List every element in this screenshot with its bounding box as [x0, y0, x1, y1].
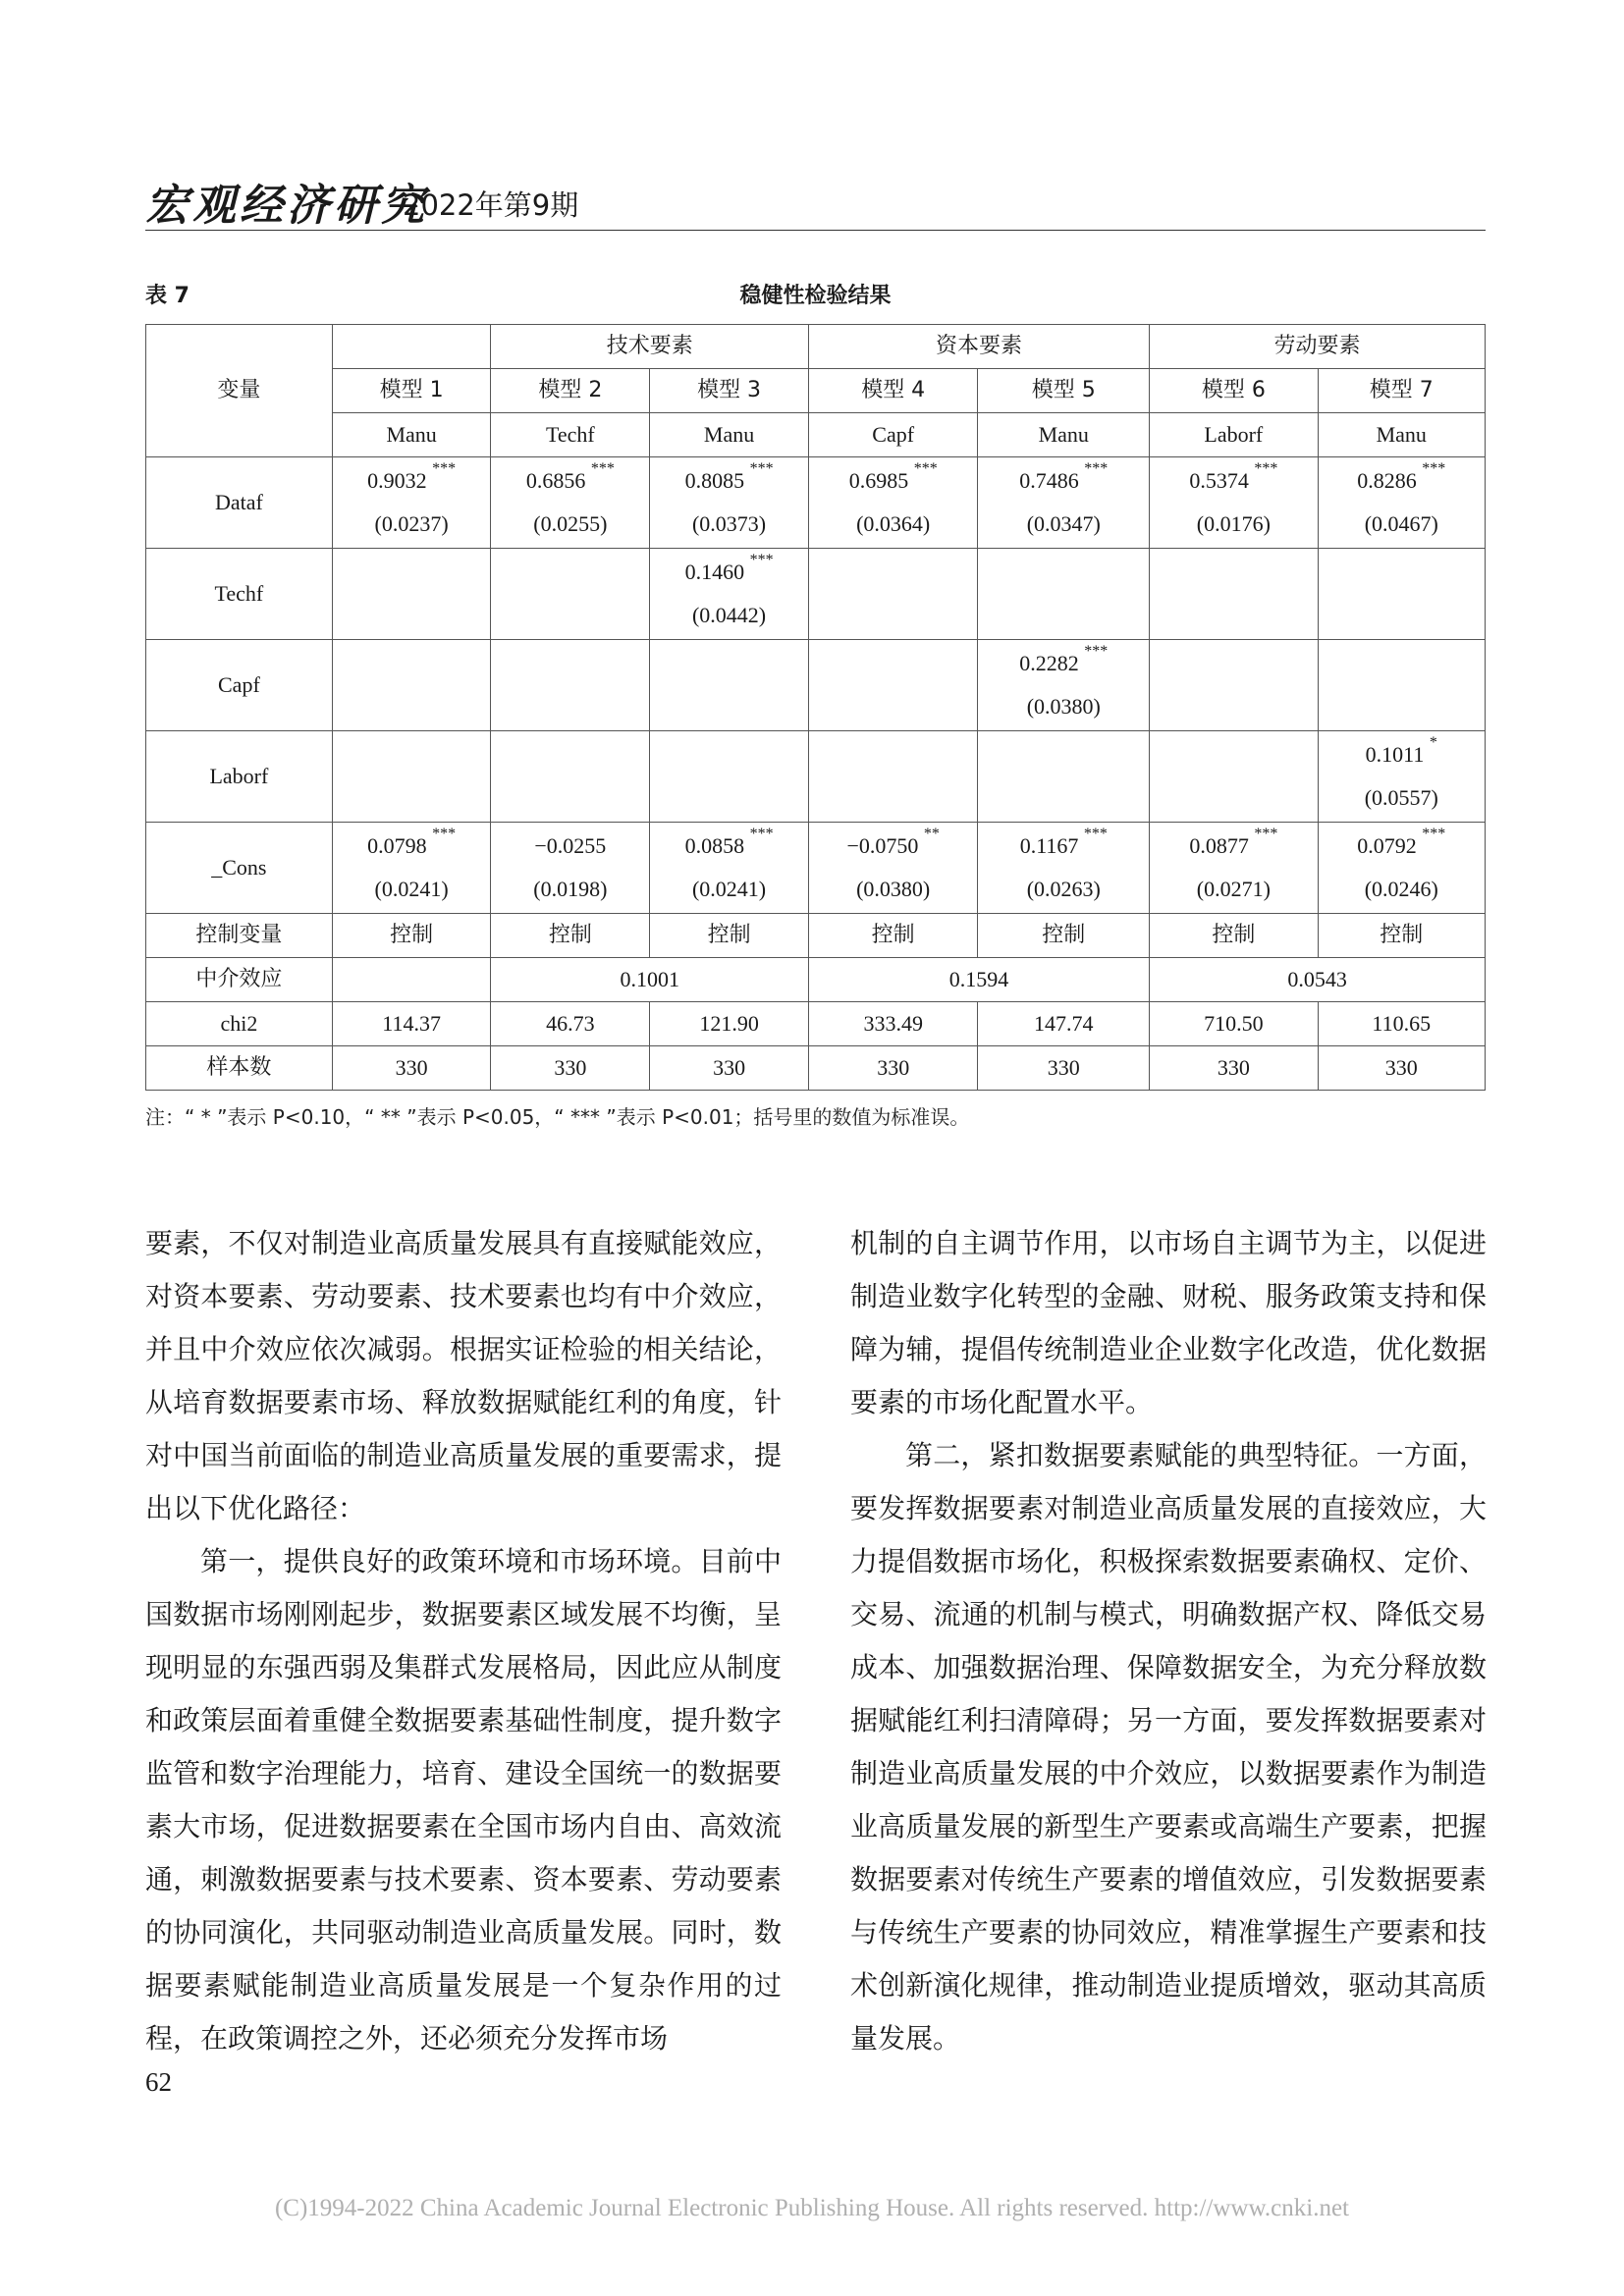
row-label: 样本数 — [146, 1046, 333, 1091]
empty-cell — [978, 731, 1150, 823]
std-error: (0.0241) — [691, 877, 767, 901]
body-column-right — [850, 1217, 1487, 2065]
row-label: Capf — [146, 640, 333, 731]
coef-cell — [491, 823, 650, 914]
coef-cell — [491, 457, 650, 549]
coef-value: 0.6985 — [848, 468, 909, 493]
chi2-cell: 110.65 — [1318, 1002, 1485, 1046]
sample-size-cell: 330 — [978, 1046, 1150, 1091]
group-header-labor: 劳动要素 — [1150, 325, 1486, 369]
paragraph: 第一，提供良好的政策环境和市场环境。目前中国数据市场刚刚起步，数据要素区域发展不均衡，呈现明显的东强西弱及集群式发展格局，因此应从制度和政策层面着重健全数据要素基础性制度，提升数字监管和数字治理能力，培育、建设全国统一的数据要素大市场，促进数据要素在全国市场内自由、高效流通，刺激数据要素与技术要素、资本要素、劳动要素的协同演化，共同驱动制造业高质量发展。同时，数据要素赋能制造业高质量发展是一个复杂作用的过程，在政策调控之外，还必须充分发挥市场 — [145, 1545, 782, 2055]
coef-cell — [808, 823, 978, 914]
paragraph: 要素，不仅对制造业高质量发展具有直接赋能效应，对资本要素、劳动要素、技术要素也均有中介效应，并且中介效应依次减弱。根据实证检验的相关结论，从培育数据要素市场、释放数据赋能红利的角度，针对中国当前面临的制造业高质量发展的重要需求，提出以下优化路径： — [145, 1227, 782, 1524]
dataf-row — [146, 457, 1486, 549]
coef-cell — [978, 823, 1150, 914]
sample-size-cell: 330 — [808, 1046, 978, 1091]
model-header: 模型 6 — [1150, 369, 1318, 413]
empty-cell — [332, 958, 491, 1002]
running-header — [145, 162, 1486, 231]
significance-stars: *** — [1084, 460, 1109, 477]
empty-cell — [650, 640, 809, 731]
std-error: (0.0347) — [1026, 511, 1101, 536]
significance-stars: *** — [749, 552, 774, 568]
mediation-cap: 0.1594 — [808, 958, 1149, 1002]
laborf-row — [146, 731, 1486, 823]
dep-var: Manu — [1318, 413, 1485, 457]
journal-name: 宏观经济研究 — [145, 181, 428, 231]
control-cell: 控制 — [978, 914, 1150, 958]
significance-stars: *** — [1254, 826, 1278, 842]
copyright-footer: (C)1994-2022 China Academic Journal Electronic Publishing House. All rights reserved. http://www.cnki.net — [274, 2195, 1350, 2221]
control-cell: 控制 — [491, 914, 650, 958]
empty-cell — [332, 549, 491, 640]
std-error: (0.0176) — [1196, 511, 1271, 536]
robustness-table — [145, 324, 1486, 1091]
sample-size-cell: 330 — [491, 1046, 650, 1091]
control-cell: 控制 — [332, 914, 491, 958]
model-header-row — [146, 369, 1486, 413]
coef-value: 0.8085 — [684, 468, 745, 493]
coef-cell — [808, 457, 978, 549]
empty-cell — [332, 325, 491, 369]
coef-cell — [1318, 823, 1485, 914]
dep-var: Techf — [491, 413, 650, 457]
table-title: 稳健性检验结果 — [739, 284, 892, 308]
std-error: (0.0237) — [374, 511, 449, 536]
sample-size-cell: 330 — [332, 1046, 491, 1091]
empty-cell — [978, 549, 1150, 640]
control-cell: 控制 — [650, 914, 809, 958]
sample-size-cell: 330 — [1318, 1046, 1485, 1091]
model-header: 模型 1 — [332, 369, 491, 413]
sample-size-row — [146, 1046, 1486, 1091]
coef-value: 0.1167 — [1019, 833, 1079, 858]
significance-stars: *** — [1083, 826, 1108, 842]
coef-cell — [650, 457, 809, 549]
mediation-tech: 0.1001 — [491, 958, 808, 1002]
coef-cell — [650, 549, 809, 640]
model-header: 模型 4 — [808, 369, 978, 413]
std-error: (0.0364) — [856, 511, 931, 536]
table-note: 注：“ * ”表示 P<0.10，“ ** ”表示 P<0.05，“ *** ”表示 P<0.01；括号里的数值为标准误。 — [145, 1105, 970, 1129]
std-error: (0.0557) — [1364, 785, 1438, 810]
empty-cell — [1318, 640, 1485, 731]
significance-stars: *** — [590, 460, 615, 477]
dep-var: Capf — [808, 413, 978, 457]
mediation-labor: 0.0543 — [1150, 958, 1486, 1002]
std-error: (0.0380) — [856, 877, 931, 901]
chi2-cell: 333.49 — [808, 1002, 978, 1046]
empty-cell — [650, 731, 809, 823]
row-label: 中介效应 — [146, 958, 333, 1002]
std-error: (0.0241) — [374, 877, 449, 901]
std-error: (0.0246) — [1364, 877, 1438, 901]
significance-stars: *** — [749, 826, 774, 842]
std-error: (0.0255) — [533, 511, 608, 536]
significance-stars: *** — [1422, 460, 1446, 477]
paragraph: 第二，紧扣数据要素赋能的典型特征。一方面，要发挥数据要素对制造业高质量发展的直接效应，大力提倡数据市场化，积极探索数据要素确权、定价、交易、流通的机制与模式，明确数据产权、降低交易成本、加强数据治理、保障数据安全，为充分释放数据赋能红利扫清障碍；另一方面，要发挥数据要素对制造业高质量发展的中介效应，以数据要素作为制造业高质量发展的新型生产要素或高端生产要素，把握数据要素对传统生产要素的增值效应，引发数据要素与传统生产要素的协同效应，精准掌握生产要素和技术创新演化规律，推动制造业提质增效，驱动其高质量发展。 — [850, 1439, 1487, 2055]
coef-value: 0.5374 — [1189, 468, 1249, 493]
std-error: (0.0373) — [691, 511, 767, 536]
std-error: (0.0442) — [691, 603, 767, 627]
issue-label: 2022年第9期 — [403, 188, 579, 222]
chi2-cell: 710.50 — [1150, 1002, 1318, 1046]
std-error: (0.0263) — [1026, 877, 1101, 901]
significance-stars: *** — [432, 826, 457, 842]
row-label: chi2 — [146, 1002, 333, 1046]
row-label: Dataf — [146, 457, 333, 549]
empty-cell — [808, 731, 978, 823]
row-label: Laborf — [146, 731, 333, 823]
mediation-row — [146, 958, 1486, 1002]
coef-cell — [332, 457, 491, 549]
coef-cell — [332, 823, 491, 914]
model-header: 模型 7 — [1318, 369, 1485, 413]
variable-header: 变量 — [146, 325, 333, 457]
empty-cell — [491, 549, 650, 640]
coef-value: 0.8286 — [1357, 468, 1417, 493]
std-error: (0.0271) — [1196, 877, 1271, 901]
significance-stars: *** — [1084, 643, 1109, 660]
group-header-cap: 资本要素 — [808, 325, 1149, 369]
techf-row — [146, 549, 1486, 640]
dependent-variable-row — [146, 413, 1486, 457]
coef-cell — [650, 823, 809, 914]
std-error: (0.0198) — [533, 877, 608, 901]
empty-cell — [1150, 549, 1318, 640]
row-label: Techf — [146, 549, 333, 640]
significance-stars: *** — [1254, 460, 1278, 477]
coef-value: 0.1460 — [684, 560, 745, 584]
coef-value: 0.0858 — [684, 833, 745, 858]
significance-stars: *** — [913, 460, 938, 477]
coef-value: 0.9032 — [367, 468, 427, 493]
empty-cell — [491, 640, 650, 731]
control-cell: 控制 — [1150, 914, 1318, 958]
empty-cell — [1150, 731, 1318, 823]
model-header: 模型 5 — [978, 369, 1150, 413]
capf-row — [146, 640, 1486, 731]
std-error: (0.0467) — [1364, 511, 1438, 536]
significance-stars: *** — [432, 460, 457, 477]
coef-cell — [1150, 823, 1318, 914]
significance-stars: * — [1429, 734, 1437, 751]
dep-var: Laborf — [1150, 413, 1318, 457]
empty-cell — [491, 731, 650, 823]
empty-cell — [332, 640, 491, 731]
chi2-cell: 46.73 — [491, 1002, 650, 1046]
row-label: _Cons — [146, 823, 333, 914]
coef-value: 0.2282 — [1019, 651, 1079, 675]
coef-cell — [1318, 457, 1485, 549]
chi2-cell: 114.37 — [332, 1002, 491, 1046]
model-header: 模型 2 — [491, 369, 650, 413]
significance-stars: ** — [923, 826, 940, 842]
empty-cell — [1318, 549, 1485, 640]
coef-value: −0.0255 — [534, 833, 607, 858]
coef-cell — [1150, 457, 1318, 549]
row-label: 控制变量 — [146, 914, 333, 958]
sample-size-cell: 330 — [650, 1046, 809, 1091]
dep-var: Manu — [332, 413, 491, 457]
empty-cell — [808, 640, 978, 731]
coef-value: 0.7486 — [1019, 468, 1079, 493]
page-number: 62 — [145, 2067, 172, 2097]
control-row — [146, 914, 1486, 958]
coef-value: 0.0877 — [1189, 833, 1249, 858]
coef-value: 0.0798 — [367, 833, 427, 858]
coef-value: −0.0750 — [846, 833, 919, 858]
significance-stars: *** — [1422, 826, 1446, 842]
header-rule — [145, 230, 1486, 231]
coef-value: 0.1011 — [1365, 742, 1425, 767]
coef-cell — [1318, 731, 1485, 823]
empty-cell — [808, 549, 978, 640]
body-column-left — [145, 1217, 782, 2065]
coef-value: 0.0792 — [1357, 833, 1417, 858]
paragraph: 机制的自主调节作用，以市场自主调节为主，以促进制造业数字化转型的金融、财税、服务政策支持和保障为辅，提倡传统制造业企业数字化改造，优化数据要素的市场化配置水平。 — [850, 1227, 1487, 1418]
control-cell: 控制 — [1318, 914, 1485, 958]
std-error: (0.0380) — [1026, 694, 1101, 719]
sample-size-cell: 330 — [1150, 1046, 1318, 1091]
chi2-cell: 147.74 — [978, 1002, 1150, 1046]
table-label: 表 7 — [145, 284, 189, 308]
coef-cell — [978, 457, 1150, 549]
coef-value: 0.6856 — [525, 468, 586, 493]
group-header-tech: 技术要素 — [491, 325, 808, 369]
empty-cell — [332, 731, 491, 823]
significance-stars: *** — [749, 460, 774, 477]
cons-row — [146, 823, 1486, 914]
chi2-cell: 121.90 — [650, 1002, 809, 1046]
dep-var: Manu — [650, 413, 809, 457]
chi2-row — [146, 1002, 1486, 1046]
group-header-row — [146, 325, 1486, 369]
coef-cell — [978, 640, 1150, 731]
control-cell: 控制 — [808, 914, 978, 958]
dep-var: Manu — [978, 413, 1150, 457]
empty-cell — [1150, 640, 1318, 731]
model-header: 模型 3 — [650, 369, 809, 413]
